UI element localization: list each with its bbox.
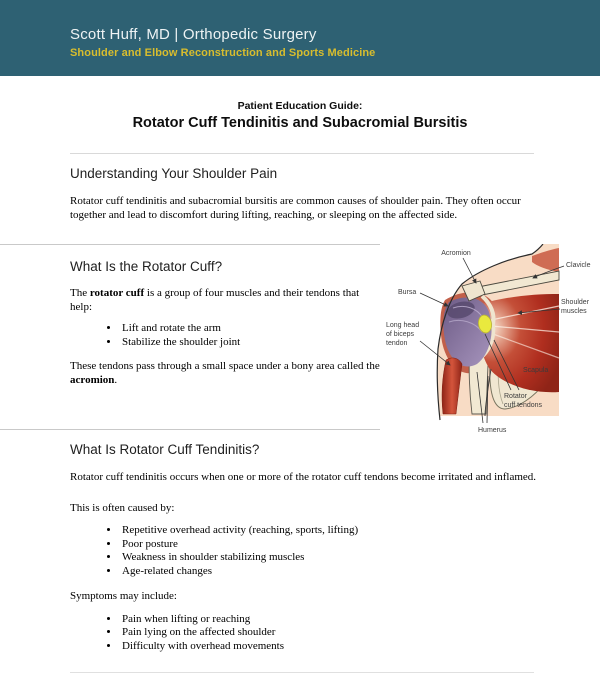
section-rotator-cuff (0, 258, 383, 429)
shoulder-anatomy-figure (383, 244, 598, 436)
rotator-cuff-outro (70, 360, 381, 387)
list-item: • Pain lying on the affected shoulder (120, 626, 580, 640)
section-heading-rotator-cuff: What Is the Rotator Cuff? (70, 259, 223, 274)
symptoms-list (70, 613, 580, 654)
label-scapula: Scapula (523, 367, 549, 374)
label-shoulder-muscles-1: Shoulder (561, 299, 590, 306)
label-bursa: Bursa (398, 289, 417, 296)
divider-section3 (0, 429, 380, 430)
list-item: • Stabilize the shoulder joint (120, 336, 383, 350)
section-tendinitis (0, 441, 600, 653)
outro-bold-term: acromion (70, 373, 115, 386)
causes-list (70, 524, 580, 578)
symptoms-label: Symptoms may include: (70, 590, 177, 602)
label-rotator-cuff-1: Rotator (504, 393, 527, 400)
outro-prefix: These tendons pass through a small space under a bony area called the (70, 360, 380, 372)
rotator-cuff-functions-list (70, 322, 383, 349)
rotator-cuff-intro (70, 287, 381, 314)
letterhead-band (0, 0, 600, 76)
section-heading-understanding: Understanding Your Shoulder Pain (70, 166, 278, 181)
label-rotator-cuff-2: cuff tendons (504, 402, 543, 409)
list-item: • Difficulty with overhead movements (120, 640, 580, 654)
understanding-paragraph: Rotator cuff tendinitis and subacromial bursitis are common causes of shoulder pain. They often occur together and lead to discomfort during lifting, reaching, or sleeping on the affected side. (70, 195, 521, 221)
label-shoulder-muscles-2: muscles (561, 308, 587, 315)
intro-prefix: The (70, 287, 90, 299)
divider-bottom (70, 672, 534, 673)
practice-subtitle: Shoulder and Elbow Reconstruction and Sports Medicine (70, 47, 376, 59)
list-item: • Weakness in shoulder stabilizing muscles (120, 551, 580, 565)
label-long-head-2: of biceps (386, 331, 415, 338)
section-heading-tendinitis: What Is Rotator Cuff Tendinitis? (70, 442, 260, 457)
intro-bold-term: rotator cuff (89, 287, 145, 299)
page-title: Rotator Cuff Tendinitis and Subacromial Bursitis (132, 115, 468, 131)
outro-suffix: . (114, 373, 118, 386)
section-understanding (0, 165, 600, 222)
list-item: • Lift and rotate the arm (120, 322, 383, 336)
list-item: • Poor posture (120, 538, 580, 552)
title-block (0, 100, 600, 132)
intro-suffix: is a group of four muscles and their tendons that help: (70, 287, 360, 313)
practice-name: Scott Huff, MD | Orthopedic Surgery (70, 26, 317, 43)
divider-section2 (0, 244, 380, 245)
list-item: • Repetitive overhead activity (reaching, sports, lifting) (120, 524, 580, 538)
label-humerus: Humerus (478, 427, 507, 434)
title-kicker: Patient Education Guide: (237, 100, 363, 112)
tendinitis-lead: Rotator cuff tendinitis occurs when one or more of the rotator cuff tendons become irritated and inflamed. (70, 471, 537, 483)
label-long-head-1: Long head (386, 322, 420, 329)
divider-title (70, 153, 534, 154)
causes-label: This is often caused by: (70, 501, 175, 514)
list-item: • Age-related changes (120, 565, 580, 579)
bursa-leader (420, 293, 448, 306)
list-item: • Pain when lifting or reaching (120, 613, 580, 627)
label-acromion: Acromion (441, 250, 471, 257)
label-long-head-3: tendon (386, 340, 408, 347)
label-clavicle: Clavicle (566, 262, 591, 269)
